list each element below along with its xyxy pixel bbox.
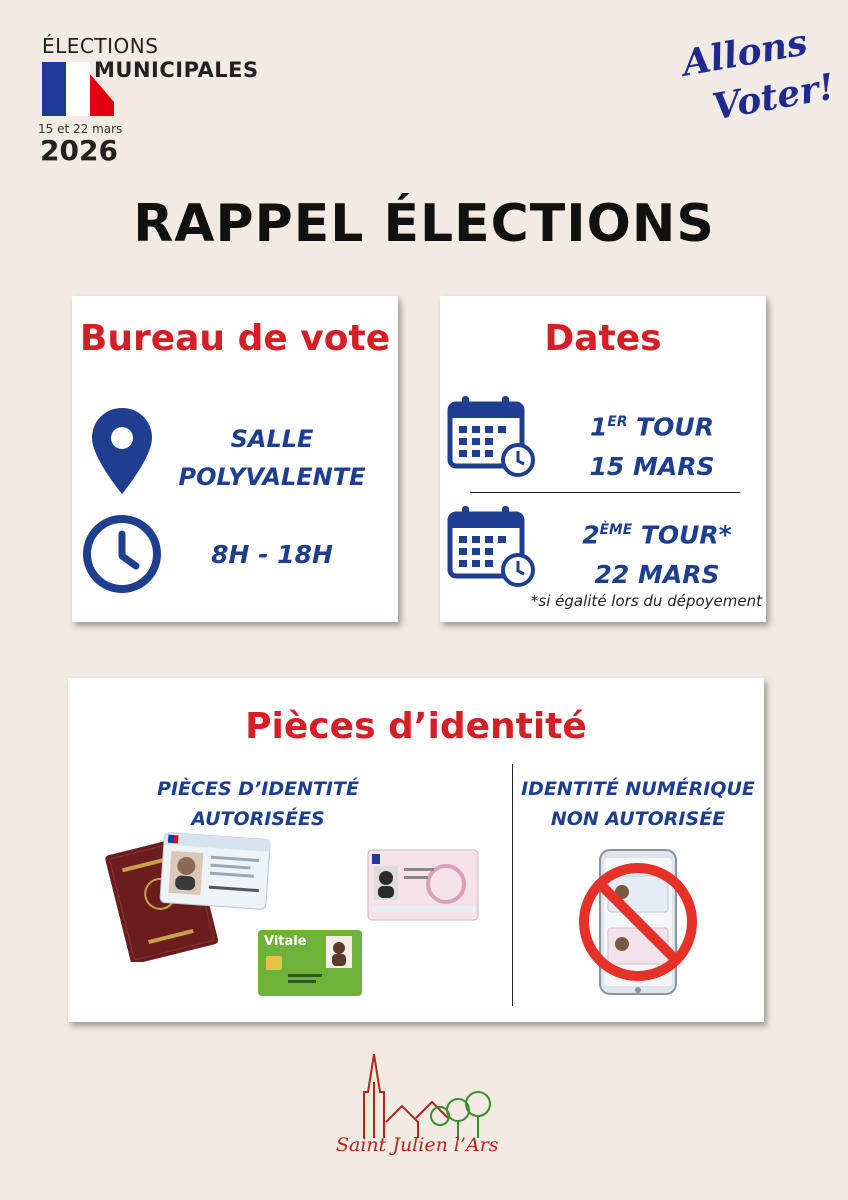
bureau-card <box>72 296 398 622</box>
tour2-number: 2 <box>582 520 600 550</box>
first-round-date: 15 MARS <box>589 452 715 482</box>
tour1-number: 1 <box>590 412 608 442</box>
dates-title: Dates <box>544 318 662 359</box>
bureau-title: Bureau de vote <box>79 318 391 359</box>
page-title: RAPPEL ÉLECTIONS <box>133 194 715 254</box>
digital-line1: IDENTITÉ NUMÉRIQUE <box>521 778 755 800</box>
tour2-superscript: ÈME <box>599 522 633 538</box>
logo-dates: 15 et 22 mars <box>38 122 123 136</box>
french-flag-icon <box>40 62 114 116</box>
dates-card <box>440 296 766 622</box>
place-line1: SALLE <box>230 425 314 453</box>
allowed-line1: PIÈCES D’IDENTITÉ <box>157 778 359 800</box>
town-skyline-icon <box>330 1052 520 1142</box>
digital-line2: NON AUTORISÉE <box>550 808 726 830</box>
svg-text:Vitale: Vitale <box>264 934 307 949</box>
runoff-note: *si égalité lors du dépoyement <box>530 592 762 610</box>
town-logo <box>330 1052 520 1182</box>
elections-logo <box>40 30 280 170</box>
dates-divider <box>470 492 740 493</box>
digital-id-heading <box>510 774 766 834</box>
carte-vitale-icon <box>256 928 366 1000</box>
id-documents-card <box>68 678 764 1022</box>
calendar-icon <box>446 392 538 480</box>
slogan-line2: Voter! <box>709 65 838 129</box>
logo-year: 2026 <box>40 134 118 167</box>
opening-hours: 8H - 18H <box>211 540 333 569</box>
slogan-line1: Allons <box>679 21 811 85</box>
tour1-word: TOUR <box>627 412 714 442</box>
location-pin-icon <box>90 406 154 496</box>
calendar-icon <box>446 502 538 590</box>
id-title: Pièces d’identité <box>245 706 587 747</box>
allowed-ids-heading <box>128 774 388 834</box>
second-round-label <box>552 510 762 555</box>
town-name: Saint Julien l’Ars <box>336 1134 499 1156</box>
place-line2: POLYVALENTE <box>178 463 366 491</box>
driving-licence-icon <box>366 848 482 924</box>
logo-line1: ÉLECTIONS <box>42 34 159 58</box>
first-round-label <box>552 402 752 447</box>
clock-icon <box>80 512 164 596</box>
polling-place <box>162 420 382 496</box>
first-round <box>552 402 752 487</box>
allons-voter-logo <box>672 21 838 140</box>
allowed-line2: AUTORISÉES <box>191 808 325 830</box>
tour2-word: TOUR* <box>632 520 732 550</box>
second-round-date: 22 MARS <box>594 560 720 590</box>
id-card-icon <box>156 830 274 914</box>
logo-line2: MUNICIPALES <box>94 58 259 82</box>
prohibited-phone-icon <box>570 846 706 998</box>
second-round <box>552 510 762 595</box>
tour1-superscript: ER <box>607 414 628 430</box>
